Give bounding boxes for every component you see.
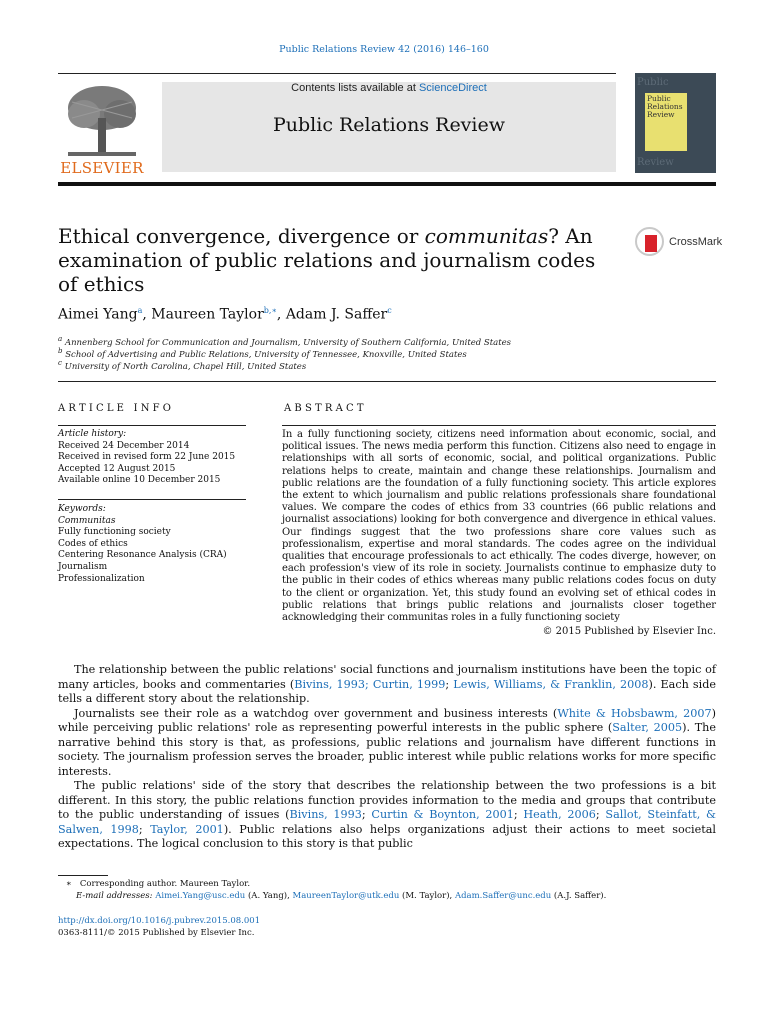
- body-text: ) while perceiving public relations' role as representing powerful interests in the public sphere (: [58, 706, 716, 734]
- cover-title: [647, 95, 683, 119]
- cover-title-line: Relations: [647, 102, 683, 111]
- sciencedirect-link[interactable]: ScienceDirect: [418, 82, 487, 94]
- body-paragraph: [58, 707, 716, 780]
- publisher-wordmark: ELSEVIER: [60, 159, 144, 177]
- author-name: Aimei Yang: [58, 306, 138, 323]
- affiliation-mark: a: [58, 334, 63, 343]
- body-text: ). The narrative behind this story is that, as professions, public relations and journalism have different functions in society. The journalism profession serves the broader, public interest while public relations works for more specific interests.: [58, 721, 717, 778]
- body-text: The public relations' side of the story that describes the relationship between the two professions is a bit different. In this story, the public relations function provides information to the media and groups that contribute to the public understanding of issues (: [58, 779, 716, 821]
- header-rule: [58, 73, 616, 74]
- keyword: Communitas: [58, 516, 116, 526]
- author-affil-mark[interactable]: b,∗: [263, 306, 277, 315]
- footnote-mark: ∗: [66, 879, 72, 889]
- keyword: Fully functioning society: [58, 527, 171, 537]
- title-part: Ethical convergence, divergence or: [58, 224, 425, 248]
- elsevier-logo: [58, 82, 146, 177]
- history-item: Available online 10 December 2015: [58, 475, 221, 485]
- body-text: Journalists see their role as a watchdog over government and business interests (: [74, 706, 558, 720]
- cover-background-text: Public: [637, 77, 669, 88]
- journal-citation-link[interactable]: Public Relations Review 42 (2016) 146–160: [279, 44, 489, 55]
- email-addresses: [76, 891, 606, 901]
- journal-name: Public Relations Review: [272, 114, 506, 136]
- citation-link[interactable]: White & Hobsbawm, 2007: [557, 706, 712, 720]
- journal-masthead: [162, 82, 616, 172]
- affiliation-text: School of Advertising and Public Relations, University of Tennessee, Knoxville, United States: [65, 349, 467, 360]
- affiliation-mark: c: [58, 358, 62, 367]
- email-link[interactable]: Adam.Saffer@unc.edu: [454, 891, 552, 901]
- keyword: Professionalization: [58, 574, 145, 584]
- citation-link[interactable]: Bivins, 1993: [289, 808, 362, 821]
- history-item: Accepted 12 August 2015: [58, 464, 176, 474]
- body-text: The relationship between the public relations' social functions and journalism institutions have been the topic of many articles, books and commentaries (: [58, 663, 716, 691]
- email-owner: (A. Yang),: [245, 891, 293, 901]
- email-label: E-mail addresses:: [76, 891, 153, 901]
- history-item: Received 24 December 2014: [58, 441, 190, 451]
- abstract-heading: ABSTRACT: [284, 403, 367, 414]
- crossmark-bookmark-icon: [645, 235, 657, 252]
- history-item: Received in revised form 22 June 2015: [58, 452, 236, 462]
- footnote-text: Corresponding author. Maureen Taylor.: [79, 879, 251, 889]
- citation-link[interactable]: Salter, 2005: [612, 721, 683, 734]
- history-label: Article history:: [58, 429, 127, 439]
- body-text: ). Each side tells a different story about the relationship.: [58, 677, 716, 705]
- article-info-rule: [58, 499, 246, 500]
- cover-background-text: Review: [637, 157, 674, 168]
- citation-link[interactable]: Heath, 2006: [523, 808, 596, 821]
- article-info-rule: [58, 425, 246, 426]
- article-title: [58, 224, 598, 296]
- section-rule: [58, 381, 716, 382]
- affiliation: [58, 358, 306, 372]
- keyword: Codes of ethics: [58, 539, 128, 549]
- cover-title-line: Review: [647, 110, 675, 119]
- journal-cover-thumbnail[interactable]: [635, 73, 716, 173]
- title-italic: communitas: [424, 224, 549, 248]
- citation-link[interactable]: Lewis, Williams, & Franklin, 2008: [453, 677, 649, 691]
- crossmark-label: CrossMark: [669, 236, 723, 248]
- crossmark-icon: [635, 227, 664, 256]
- citation-link[interactable]: Curtin & Boynton, 2001: [371, 808, 514, 821]
- affiliation-mark: b: [58, 346, 63, 355]
- footnote-rule: [58, 875, 108, 876]
- abstract-rule: [282, 425, 716, 426]
- email-link[interactable]: MaureenTaylor@utk.edu: [292, 891, 400, 901]
- body-text: ). Public relations also helps organizations adjust their actions to meet societal expectations. The logical conclusion to this story is that public: [58, 822, 716, 850]
- article-info-heading: ARTICLE INFO: [58, 403, 175, 414]
- cover-title-line: Public: [647, 94, 671, 103]
- crossmark-badge[interactable]: [635, 227, 725, 259]
- author-affil-mark[interactable]: a: [137, 306, 143, 315]
- corresponding-author-note: [66, 879, 250, 889]
- article-body: [58, 663, 716, 852]
- body-paragraph: The public relations' side of the story that describes the relationship between the two professions is a bit different. In this story, the public relations function provides information to the media and groups that contribute to the public understanding of issues (Bivins, 1993; Curtin & Boynton, 2001; Heath, 2006; Sallot, Steinfatt, & Salwen, 1998; Taylor, 2001). Public relations also helps organizations adjust their actions to meet societal expectations. The logical conclusion to this story is that public: [58, 779, 717, 850]
- citation-link[interactable]: Taylor, 2001: [150, 822, 224, 836]
- body-paragraph: [58, 663, 716, 707]
- affiliation-text: Annenberg School for Communication and Journalism, University of Southern California, United States: [64, 337, 512, 348]
- masthead-rule: [58, 182, 716, 186]
- tree-logo-icon: [58, 82, 146, 160]
- keyword: Centering Resonance Analysis (CRA): [58, 550, 227, 560]
- contents-availability: [162, 82, 616, 94]
- abstract-text: In a fully functioning society, citizens need information about economic, social, and political issues. The news media perform this function. Citizens also need to engage in relationships with all sorts of economic, social, and political organizations. Public relations helps to create, maintain and change these relationships. Journalism and public relations are the foundation of a fully functioning society. This article explores the extent to which journalism and public relations professionals share foundational values. We compare the codes of ethics from 33 countries (66 public relations and journalist associations) looking for both convergence and divergence in ethical values. Our findings suggest that the two professions share core values such as professionalism, expertise and moral standards. The codes agree on the individual qualities that encourage professionals to act ethically. The codes diverge, however, on each profession's view of its role in society. Journalists continue to emphasize duty to the public in their codes of ethics whereas many public relations codes focus on duty to the client or organization. Yet, this study found an evolving set of ethical codes in public relations that brings public relations and journalists closer together acknowledging their communitas roles in a fully functioning society: [282, 429, 716, 624]
- citation-link[interactable]: Sallot, Steinfatt, & Salwen, 1998: [58, 808, 717, 836]
- body-text: ;: [445, 677, 454, 691]
- email-owner: (M. Taylor),: [399, 891, 455, 901]
- title-part: ? An examination of public relations and journalism codes of ethics: [58, 224, 596, 296]
- keywords-label: Keywords:: [58, 504, 106, 514]
- author-name: Maureen Taylor: [151, 306, 264, 323]
- citation-link[interactable]: Bivins, 1993; Curtin, 1999: [294, 677, 446, 691]
- keyword: Journalism: [58, 562, 108, 572]
- author-list: Aimei Yang$^a$, Maureen Taylor$^{b,∗}$, Adam J. Saffer$^c$: [58, 306, 392, 323]
- contents-prefix: Contents lists available at: [291, 82, 419, 94]
- email-link[interactable]: Aimei.Yang@usc.edu: [155, 891, 246, 901]
- abstract-copyright: © 2015 Published by Elsevier Inc.: [542, 626, 716, 637]
- email-owner: (A.J. Saffer).: [551, 891, 607, 901]
- author-name: Adam J. Saffer: [285, 306, 388, 323]
- author-affil-mark[interactable]: c: [387, 306, 392, 315]
- doi-link[interactable]: http://dx.doi.org/10.1016/j.pubrev.2015.08.001: [58, 916, 261, 926]
- issn-copyright: 0363-8111/© 2015 Published by Elsevier Inc.: [58, 928, 255, 938]
- affiliation-text: University of North Carolina, Chapel Hill, United States: [64, 361, 307, 372]
